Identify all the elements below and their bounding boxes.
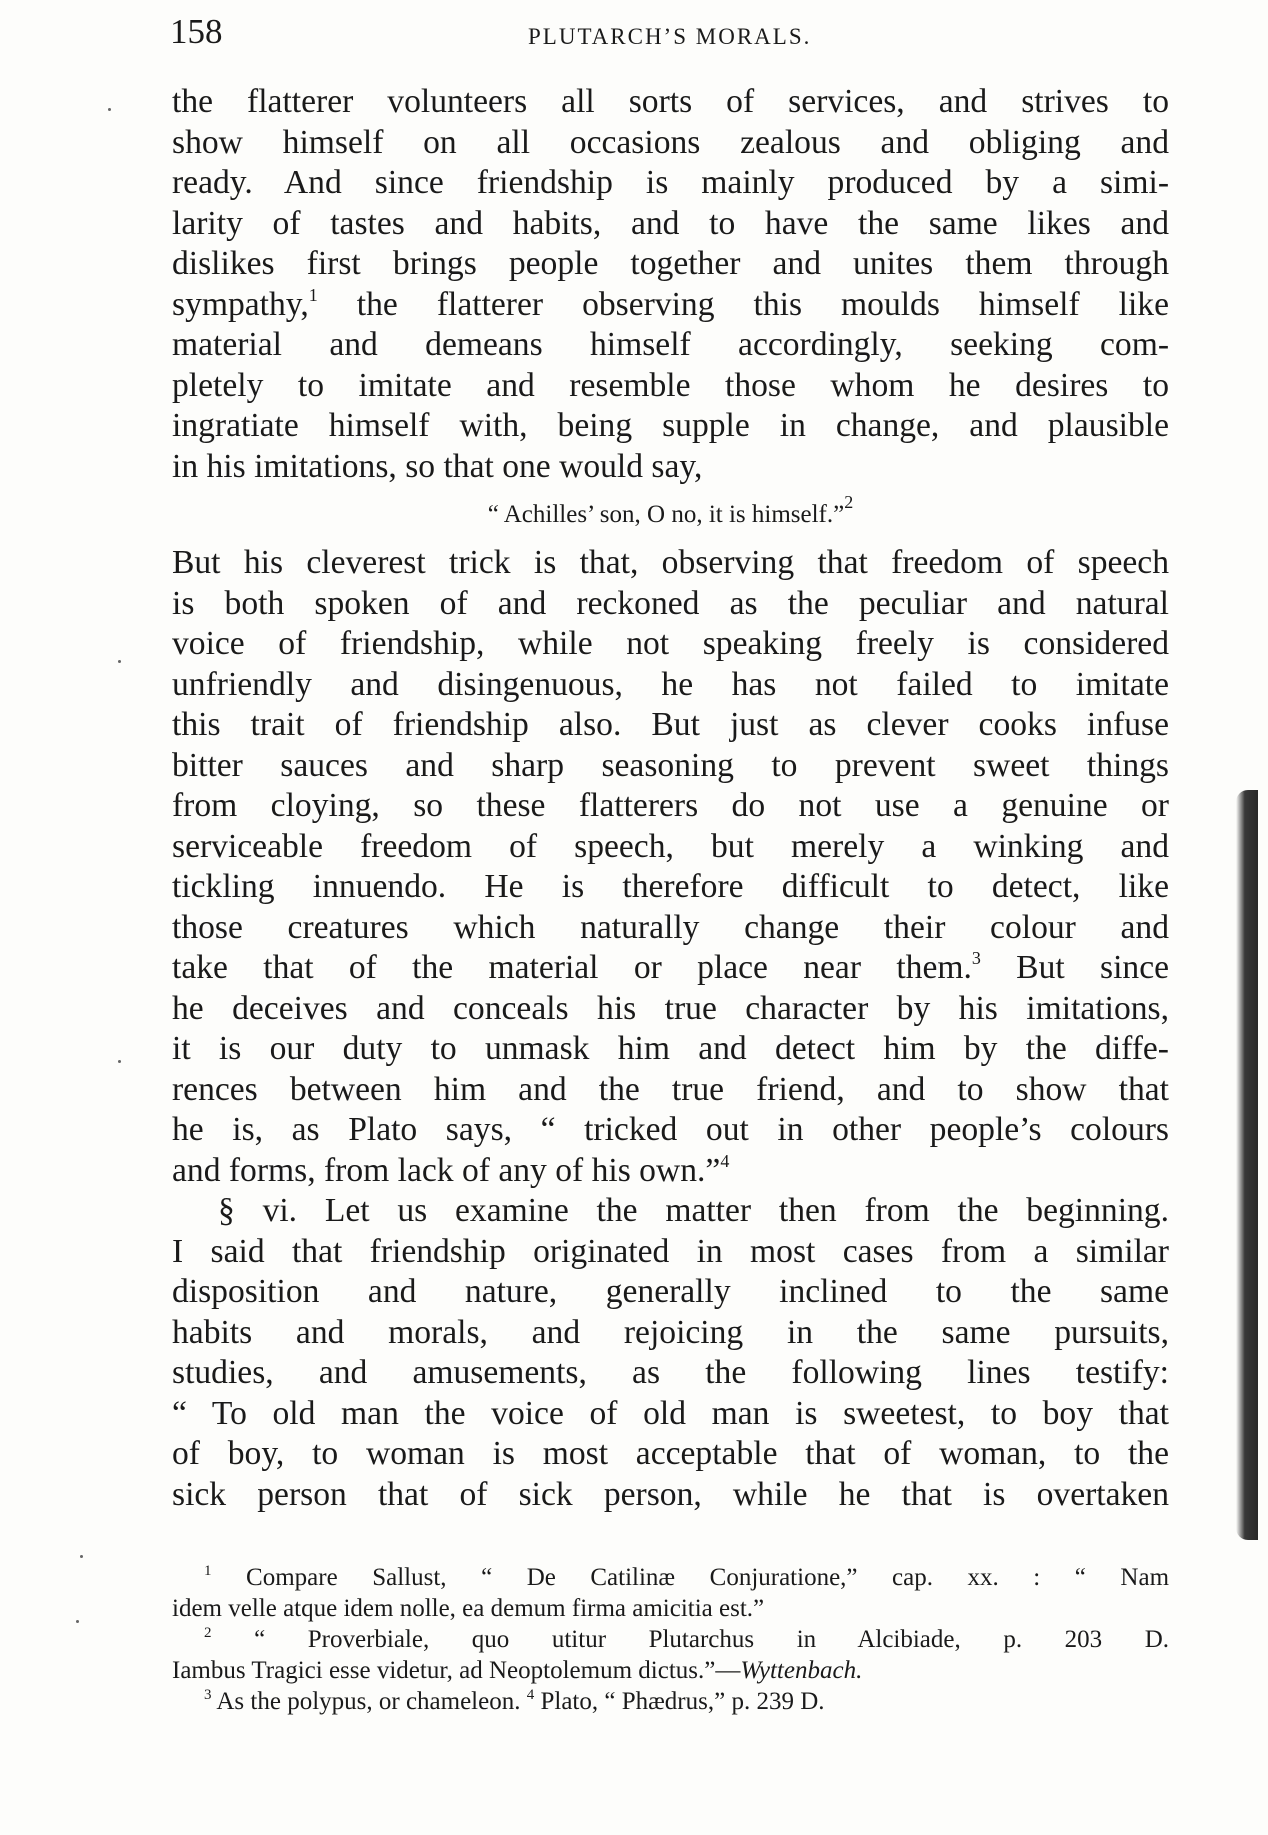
footnote-2-text: “ Proverbiale, quo utitur Plutarchus in Alcibiade, p. 203 D. — [254, 1626, 1170, 1653]
footnote-ref-3[interactable]: 3 — [971, 948, 981, 968]
footnote-ref-2[interactable]: 2 — [844, 492, 854, 512]
footnote-1 — [172, 1562, 1169, 1593]
footnote-2 — [172, 1624, 1169, 1655]
text-line: from cloying, so these flatterers do not use a genuine or — [172, 787, 1169, 824]
text-line — [172, 285, 1169, 326]
footnote-ref-4[interactable]: 4 — [720, 1150, 730, 1171]
text-line: dislikes first brings people together and unites them through — [172, 245, 1169, 282]
flatterer-text: the flatterer observing this moulds himself like — [317, 285, 1169, 323]
text-line — [172, 948, 1169, 989]
footnote-3-4-line — [172, 1686, 1169, 1717]
margin-speck — [76, 1620, 79, 1623]
but-since-text: But since — [980, 949, 1170, 986]
text-line: studies, and amusements, as the following lines testify: — [172, 1354, 1169, 1391]
footnote-3 — [204, 1688, 520, 1715]
footnote-4 — [527, 1688, 825, 1715]
footnote-2-number: 2 — [204, 1625, 212, 1641]
text-line: But his cleverest trick is that, observing that freedom of speech — [172, 544, 1169, 581]
text-line: show himself on all occasions zealous and obliging and — [172, 123, 1169, 161]
text-line: is both spoken of and reckoned as the peculiar and natural — [172, 584, 1169, 622]
text-line: larity of tastes and habits, and to have the same likes and — [172, 204, 1169, 242]
text-line: tickling innuendo. He is therefore difficult to detect, like — [172, 868, 1169, 905]
text-line: rences between him and the true friend, and to show that — [172, 1070, 1169, 1108]
text-line: it is our duty to unmask him and detect him by the diffe- — [172, 1030, 1169, 1067]
page-header — [170, 12, 1170, 52]
footnote-1-cont: idem velle atque idem nolle, ea demum firma amicitia est.” — [172, 1595, 765, 1622]
footnote-4-number: 4 — [526, 1687, 535, 1703]
text-line — [172, 1151, 1169, 1192]
sympathy-text: sympathy, — [172, 285, 309, 323]
footnote-2-cont — [172, 1655, 1169, 1686]
take-text: take that of the material or place near them. — [172, 949, 972, 986]
text-line: I said that friendship originated in most cases from a similar — [172, 1232, 1169, 1270]
text-line: he is, as Plato says, “ tricked out in other people’s colours — [172, 1111, 1169, 1148]
footnote-2-author: Wyttenbach. — [740, 1657, 863, 1684]
text-line: voice of friendship, while not speaking freely is considered — [172, 625, 1169, 662]
verse-quote — [172, 487, 1169, 543]
text-line: this trait of friendship also. But just as clever cooks infuse — [172, 706, 1169, 743]
text-line: ingratiate himself with, being supple in change, and plausible — [172, 407, 1169, 444]
text-line: bitter sauces and sharp seasoning to prevent sweet things — [172, 746, 1169, 784]
text-line: ready. And since friendship is mainly produced by a simi- — [172, 164, 1169, 201]
forms-text: and forms, from lack of any of his own.” — [172, 1151, 721, 1189]
text-line: “ To old man the voice of old man is sweetest, to boy that — [172, 1394, 1169, 1432]
footnote-1-number: 1 — [204, 1563, 212, 1579]
text-line: the flatterer volunteers all sorts of services, and strives to — [172, 83, 1169, 120]
footnote-3-number: 3 — [204, 1687, 212, 1703]
text-line: habits and morals, and rejoicing in the same pursuits, — [172, 1313, 1169, 1351]
main-text — [172, 82, 1169, 1515]
text-line: in his imitations, so that one would say, — [172, 447, 703, 485]
margin-speck — [108, 108, 111, 111]
page-number: 158 — [170, 12, 223, 51]
footnote-2-cont-text: Iambus Tragici esse videtur, ad Neoptolemum dictus.”— — [172, 1657, 741, 1684]
footnote-ref-1[interactable]: 1 — [308, 284, 318, 305]
text-line: of boy, to woman is most acceptable that of woman, to the — [172, 1435, 1169, 1472]
footnote-4-text: Plato, “ Phædrus,” p. 239 D. — [540, 1688, 825, 1715]
quote-text: “ Achilles’ son, O no, it is himself.” — [487, 501, 845, 528]
margin-speck — [80, 1555, 83, 1558]
section-heading-line: § vi. Let us examine the matter then from the beginning. — [218, 1192, 1169, 1229]
text-line: material and demeans himself accordingly, seeking com- — [172, 326, 1169, 363]
footnotes — [172, 1562, 1169, 1717]
text-line: those creatures which naturally change their colour and — [172, 908, 1169, 946]
margin-speck — [118, 1060, 121, 1063]
text-line: disposition and nature, generally inclined to the same — [172, 1273, 1169, 1310]
running-head: PLUTARCH’S MORALS. — [528, 24, 812, 49]
text-line: sick person that of sick person, while he that is overtaken — [172, 1475, 1169, 1513]
footnote-1-text: Compare Sallust, “ De Catilinæ Conjuratione,” cap. xx. : “ Nam — [246, 1564, 1170, 1591]
text-line: unfriendly and disingenuous, he has not failed to imitate — [172, 665, 1169, 703]
footnote-3-text: As the polypus, or chameleon. — [216, 1688, 521, 1715]
text-line: serviceable freedom of speech, but merely a winking and — [172, 827, 1169, 865]
text-line: pletely to imitate and resemble those whom he desires to — [172, 366, 1169, 404]
page-edge-shadow — [1236, 790, 1258, 1540]
margin-speck — [118, 660, 121, 663]
text-line: he deceives and conceals his true character by his imitations, — [172, 989, 1169, 1027]
